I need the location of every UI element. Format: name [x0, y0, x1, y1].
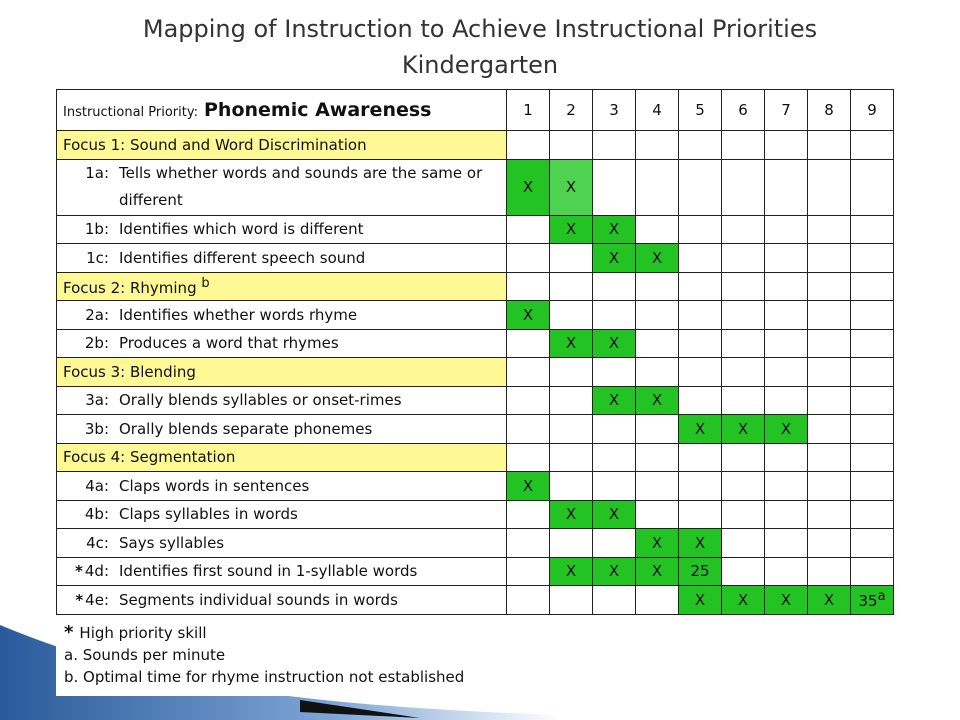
- mark-text: X: [608, 505, 620, 524]
- header-cell: [57, 90, 507, 131]
- mark-text: X: [608, 391, 620, 410]
- empty-cell: [851, 159, 894, 215]
- skill-text: Tells whether words and sounds are the same or different: [119, 164, 483, 209]
- mark-footnote: a: [877, 589, 886, 605]
- empty-cell: [636, 500, 679, 529]
- skill-row: [57, 415, 894, 444]
- empty-cell: [550, 358, 593, 387]
- empty-cell: [765, 529, 808, 558]
- empty-cell: [679, 244, 722, 273]
- empty-cell: [851, 557, 894, 586]
- skill-code: 3a:: [85, 391, 109, 410]
- empty-cell: [636, 329, 679, 358]
- skill-text: Says syllables: [119, 533, 225, 552]
- mark-text: X: [608, 562, 620, 581]
- column-header-8: 8: [808, 90, 851, 131]
- empty-cell: [679, 131, 722, 160]
- column-header-7: 7: [765, 90, 808, 131]
- skill-row: [57, 159, 894, 215]
- empty-cell: [808, 329, 851, 358]
- empty-cell: [550, 415, 593, 444]
- mark-cell: [722, 586, 765, 615]
- skill-row: [57, 500, 894, 529]
- skill-row: [57, 215, 894, 244]
- mark-text: X: [651, 562, 663, 581]
- empty-cell: [550, 301, 593, 330]
- skill-code: 4c:: [86, 533, 109, 552]
- focus-row: [57, 131, 894, 160]
- empty-cell: [722, 301, 765, 330]
- empty-cell: [765, 131, 808, 160]
- empty-cell: [765, 301, 808, 330]
- empty-cell: [636, 415, 679, 444]
- skill-code: 4a:: [85, 476, 109, 495]
- empty-cell: [507, 557, 550, 586]
- empty-cell: [722, 386, 765, 415]
- empty-cell: [808, 159, 851, 215]
- mark-text: X: [608, 334, 620, 353]
- skill-code: 2a:: [85, 305, 109, 324]
- empty-cell: [636, 272, 679, 301]
- empty-cell: [808, 244, 851, 273]
- mark-cell: [593, 329, 636, 358]
- mark-cell: [550, 500, 593, 529]
- empty-cell: [679, 472, 722, 501]
- empty-cell: [550, 443, 593, 472]
- footnote-a: a. Sounds per minute: [64, 646, 226, 664]
- skill-label: [57, 301, 507, 330]
- empty-cell: [765, 557, 808, 586]
- empty-cell: [765, 472, 808, 501]
- empty-cell: [851, 500, 894, 529]
- skill-label: [57, 159, 507, 215]
- empty-cell: [851, 131, 894, 160]
- skill-label: [57, 557, 507, 586]
- skill-code-text: 4d:: [84, 562, 109, 581]
- mark-cell: [593, 244, 636, 273]
- mark-text: X: [651, 248, 663, 267]
- empty-cell: [808, 443, 851, 472]
- empty-cell: [679, 500, 722, 529]
- empty-cell: [808, 301, 851, 330]
- empty-cell: [550, 244, 593, 273]
- empty-cell: [636, 215, 679, 244]
- empty-cell: [765, 272, 808, 301]
- focus-row: [57, 358, 894, 387]
- empty-cell: [550, 386, 593, 415]
- empty-cell: [636, 443, 679, 472]
- empty-cell: [851, 415, 894, 444]
- empty-cell: [679, 159, 722, 215]
- footnotes: [56, 622, 524, 696]
- skill-text: Identifies whether words rhyme: [119, 305, 358, 324]
- mark-cell: [593, 215, 636, 244]
- mark-cell: [722, 415, 765, 444]
- skill-label: [57, 586, 507, 615]
- empty-cell: [507, 529, 550, 558]
- skill-code: 1b:: [84, 220, 109, 239]
- mark-text: X: [694, 533, 706, 552]
- skill-label: [57, 329, 507, 358]
- focus-row: [57, 443, 894, 472]
- mark-text: X: [737, 419, 749, 438]
- mark-cell: [550, 329, 593, 358]
- mark-text: X: [565, 505, 577, 524]
- skill-row: [57, 386, 894, 415]
- mark-cell: [765, 586, 808, 615]
- focus-2-label: [57, 272, 507, 301]
- empty-cell: [851, 529, 894, 558]
- empty-cell: [808, 272, 851, 301]
- mark-cell: [636, 529, 679, 558]
- empty-cell: [507, 500, 550, 529]
- empty-cell: [722, 557, 765, 586]
- mark-text: X: [651, 391, 663, 410]
- skill-label: [57, 244, 507, 273]
- mark-text: X: [522, 305, 534, 324]
- skill-row: [57, 244, 894, 273]
- empty-cell: [722, 159, 765, 215]
- footnote-b: b. Optimal time for rhyme instruction not established: [64, 668, 465, 686]
- empty-cell: [722, 443, 765, 472]
- skill-row: [57, 557, 894, 586]
- empty-cell: [507, 358, 550, 387]
- empty-cell: [722, 529, 765, 558]
- empty-cell: [765, 500, 808, 529]
- skill-row: [57, 472, 894, 501]
- skill-label: [57, 529, 507, 558]
- skill-code: 1c:: [86, 248, 109, 267]
- empty-cell: [679, 301, 722, 330]
- column-header-3: 3: [593, 90, 636, 131]
- empty-cell: [722, 272, 765, 301]
- skill-code-text: 4e:: [85, 590, 109, 609]
- empty-cell: [808, 358, 851, 387]
- skill-row: [57, 586, 894, 615]
- page-subtitle: Kindergarten: [401, 51, 559, 79]
- empty-cell: [593, 301, 636, 330]
- mark-cell: [679, 415, 722, 444]
- empty-cell: [636, 358, 679, 387]
- focus-3-label: Focus 3: Blending: [57, 358, 507, 387]
- empty-cell: [722, 472, 765, 501]
- empty-cell: [808, 215, 851, 244]
- empty-cell: [808, 415, 851, 444]
- skill-text: Segments individual sounds in words: [119, 590, 398, 609]
- empty-cell: [679, 443, 722, 472]
- mark-cell: [550, 159, 593, 215]
- empty-cell: [722, 215, 765, 244]
- focus-4-label: Focus 4: Segmentation: [57, 443, 507, 472]
- empty-cell: [851, 215, 894, 244]
- mark-text: X: [565, 220, 577, 239]
- empty-cell: [679, 215, 722, 244]
- focus-2-footnote-mark: b: [201, 275, 210, 291]
- empty-cell: [808, 500, 851, 529]
- mark-cell: [808, 586, 851, 615]
- column-header-1: 1: [507, 90, 550, 131]
- mark-cell: [679, 529, 722, 558]
- mark-cell: [593, 500, 636, 529]
- mark-text: X: [694, 419, 706, 438]
- empty-cell: [550, 529, 593, 558]
- empty-cell: [722, 131, 765, 160]
- empty-cell: [550, 586, 593, 615]
- skill-text: Orally blends separate phonemes: [119, 419, 373, 438]
- empty-cell: [507, 272, 550, 301]
- mark-text: X: [522, 178, 534, 196]
- header-row: [57, 90, 894, 131]
- high-priority-star: *: [75, 562, 83, 581]
- skill-label: [57, 415, 507, 444]
- empty-cell: [765, 159, 808, 215]
- priority-mapping-table: [56, 89, 894, 615]
- column-header-6: 6: [722, 90, 765, 131]
- empty-cell: [679, 329, 722, 358]
- mark-cell: [851, 586, 894, 615]
- mark-text: X: [694, 590, 706, 609]
- mark-text: 35: [858, 592, 878, 611]
- empty-cell: [507, 386, 550, 415]
- empty-cell: [851, 386, 894, 415]
- empty-cell: [550, 472, 593, 501]
- skill-label: [57, 472, 507, 501]
- empty-cell: [507, 131, 550, 160]
- mark-cell: [550, 557, 593, 586]
- skill-text: Identifies first sound in 1-syllable words: [119, 562, 418, 581]
- mark-cell: [636, 386, 679, 415]
- empty-cell: [636, 159, 679, 215]
- skill-code: 4b:: [84, 505, 109, 524]
- empty-cell: [636, 301, 679, 330]
- empty-cell: [593, 358, 636, 387]
- mark-text: 25: [690, 562, 710, 581]
- empty-cell: [593, 443, 636, 472]
- skill-code: [63, 591, 109, 609]
- mark-cell: [679, 557, 722, 586]
- empty-cell: [765, 358, 808, 387]
- empty-cell: [593, 472, 636, 501]
- empty-cell: [765, 443, 808, 472]
- mark-text: X: [565, 562, 577, 581]
- skill-label: [57, 500, 507, 529]
- empty-cell: [636, 472, 679, 501]
- empty-cell: [636, 131, 679, 160]
- column-header-4: 4: [636, 90, 679, 131]
- mark-cell: [507, 472, 550, 501]
- skill-code: 1a:: [85, 164, 109, 182]
- mark-cell: [636, 557, 679, 586]
- skill-label: [57, 386, 507, 415]
- high-priority-star: *: [75, 590, 84, 609]
- empty-cell: [851, 329, 894, 358]
- skill-code: 2b:: [84, 334, 109, 353]
- empty-cell: [851, 472, 894, 501]
- empty-cell: [851, 358, 894, 387]
- empty-cell: [808, 472, 851, 501]
- skill-row: [57, 301, 894, 330]
- skill-text: Identifies different speech sound: [119, 248, 366, 267]
- skill-text: Orally blends syllables or onset-rimes: [119, 391, 402, 410]
- empty-cell: [550, 272, 593, 301]
- empty-cell: [722, 244, 765, 273]
- empty-cell: [593, 529, 636, 558]
- header-priority: Phonemic Awareness: [204, 99, 432, 121]
- skill-code: [63, 562, 109, 580]
- empty-cell: [808, 557, 851, 586]
- empty-cell: [593, 415, 636, 444]
- skill-row: [57, 529, 894, 558]
- empty-cell: [507, 244, 550, 273]
- empty-cell: [550, 131, 593, 160]
- empty-cell: [593, 272, 636, 301]
- column-header-5: 5: [679, 90, 722, 131]
- empty-cell: [851, 301, 894, 330]
- skill-code: 3b:: [84, 419, 109, 438]
- empty-cell: [765, 244, 808, 273]
- empty-cell: [851, 443, 894, 472]
- mark-text: X: [780, 419, 792, 438]
- mark-text: X: [823, 590, 835, 609]
- mark-cell: [679, 586, 722, 615]
- skill-label: [57, 215, 507, 244]
- column-header-9: 9: [851, 90, 894, 131]
- empty-cell: [808, 386, 851, 415]
- empty-cell: [679, 386, 722, 415]
- mark-cell: [593, 557, 636, 586]
- column-header-2: 2: [550, 90, 593, 131]
- empty-cell: [765, 215, 808, 244]
- empty-cell: [851, 244, 894, 273]
- footnote-star: [64, 622, 524, 644]
- mark-cell: [507, 301, 550, 330]
- empty-cell: [507, 415, 550, 444]
- mark-cell: [765, 415, 808, 444]
- empty-cell: [808, 131, 851, 160]
- page-title: Mapping of Instruction to Achieve Instructional Priorities: [142, 15, 818, 43]
- empty-cell: [507, 215, 550, 244]
- empty-cell: [679, 358, 722, 387]
- focus-1-label: Focus 1: Sound and Word Discrimination: [57, 131, 507, 160]
- mark-cell: [550, 215, 593, 244]
- empty-cell: [507, 443, 550, 472]
- mark-text: X: [608, 248, 620, 267]
- skill-text: Produces a word that rhymes: [119, 334, 339, 353]
- footnote-star-symbol: *: [64, 622, 74, 643]
- empty-cell: [507, 329, 550, 358]
- empty-cell: [593, 586, 636, 615]
- skill-text: Claps syllables in words: [119, 505, 298, 524]
- mark-text: X: [565, 334, 577, 353]
- skill-text: Claps words in sentences: [119, 476, 310, 495]
- mark-text: X: [565, 178, 577, 196]
- footnote-star-text: High priority skill: [79, 624, 207, 642]
- empty-cell: [636, 586, 679, 615]
- empty-cell: [851, 272, 894, 301]
- empty-cell: [765, 329, 808, 358]
- empty-cell: [765, 386, 808, 415]
- empty-cell: [722, 358, 765, 387]
- mark-cell: [593, 386, 636, 415]
- focus-2-text: Focus 2: Rhyming: [63, 278, 197, 297]
- empty-cell: [722, 500, 765, 529]
- mark-cell: [507, 159, 550, 215]
- empty-cell: [722, 329, 765, 358]
- empty-cell: [593, 159, 636, 215]
- mark-cell: [636, 244, 679, 273]
- empty-cell: [507, 586, 550, 615]
- mark-text: X: [780, 590, 792, 609]
- mark-text: X: [737, 590, 749, 609]
- focus-row: [57, 272, 894, 301]
- empty-cell: [808, 529, 851, 558]
- mark-text: X: [608, 220, 620, 239]
- mark-text: X: [522, 476, 534, 495]
- empty-cell: [679, 272, 722, 301]
- empty-cell: [593, 131, 636, 160]
- header-prefix: Instructional Priority:: [63, 105, 198, 120]
- skill-row: [57, 329, 894, 358]
- skill-text: Identifies which word is different: [119, 220, 364, 239]
- mark-text: X: [651, 533, 663, 552]
